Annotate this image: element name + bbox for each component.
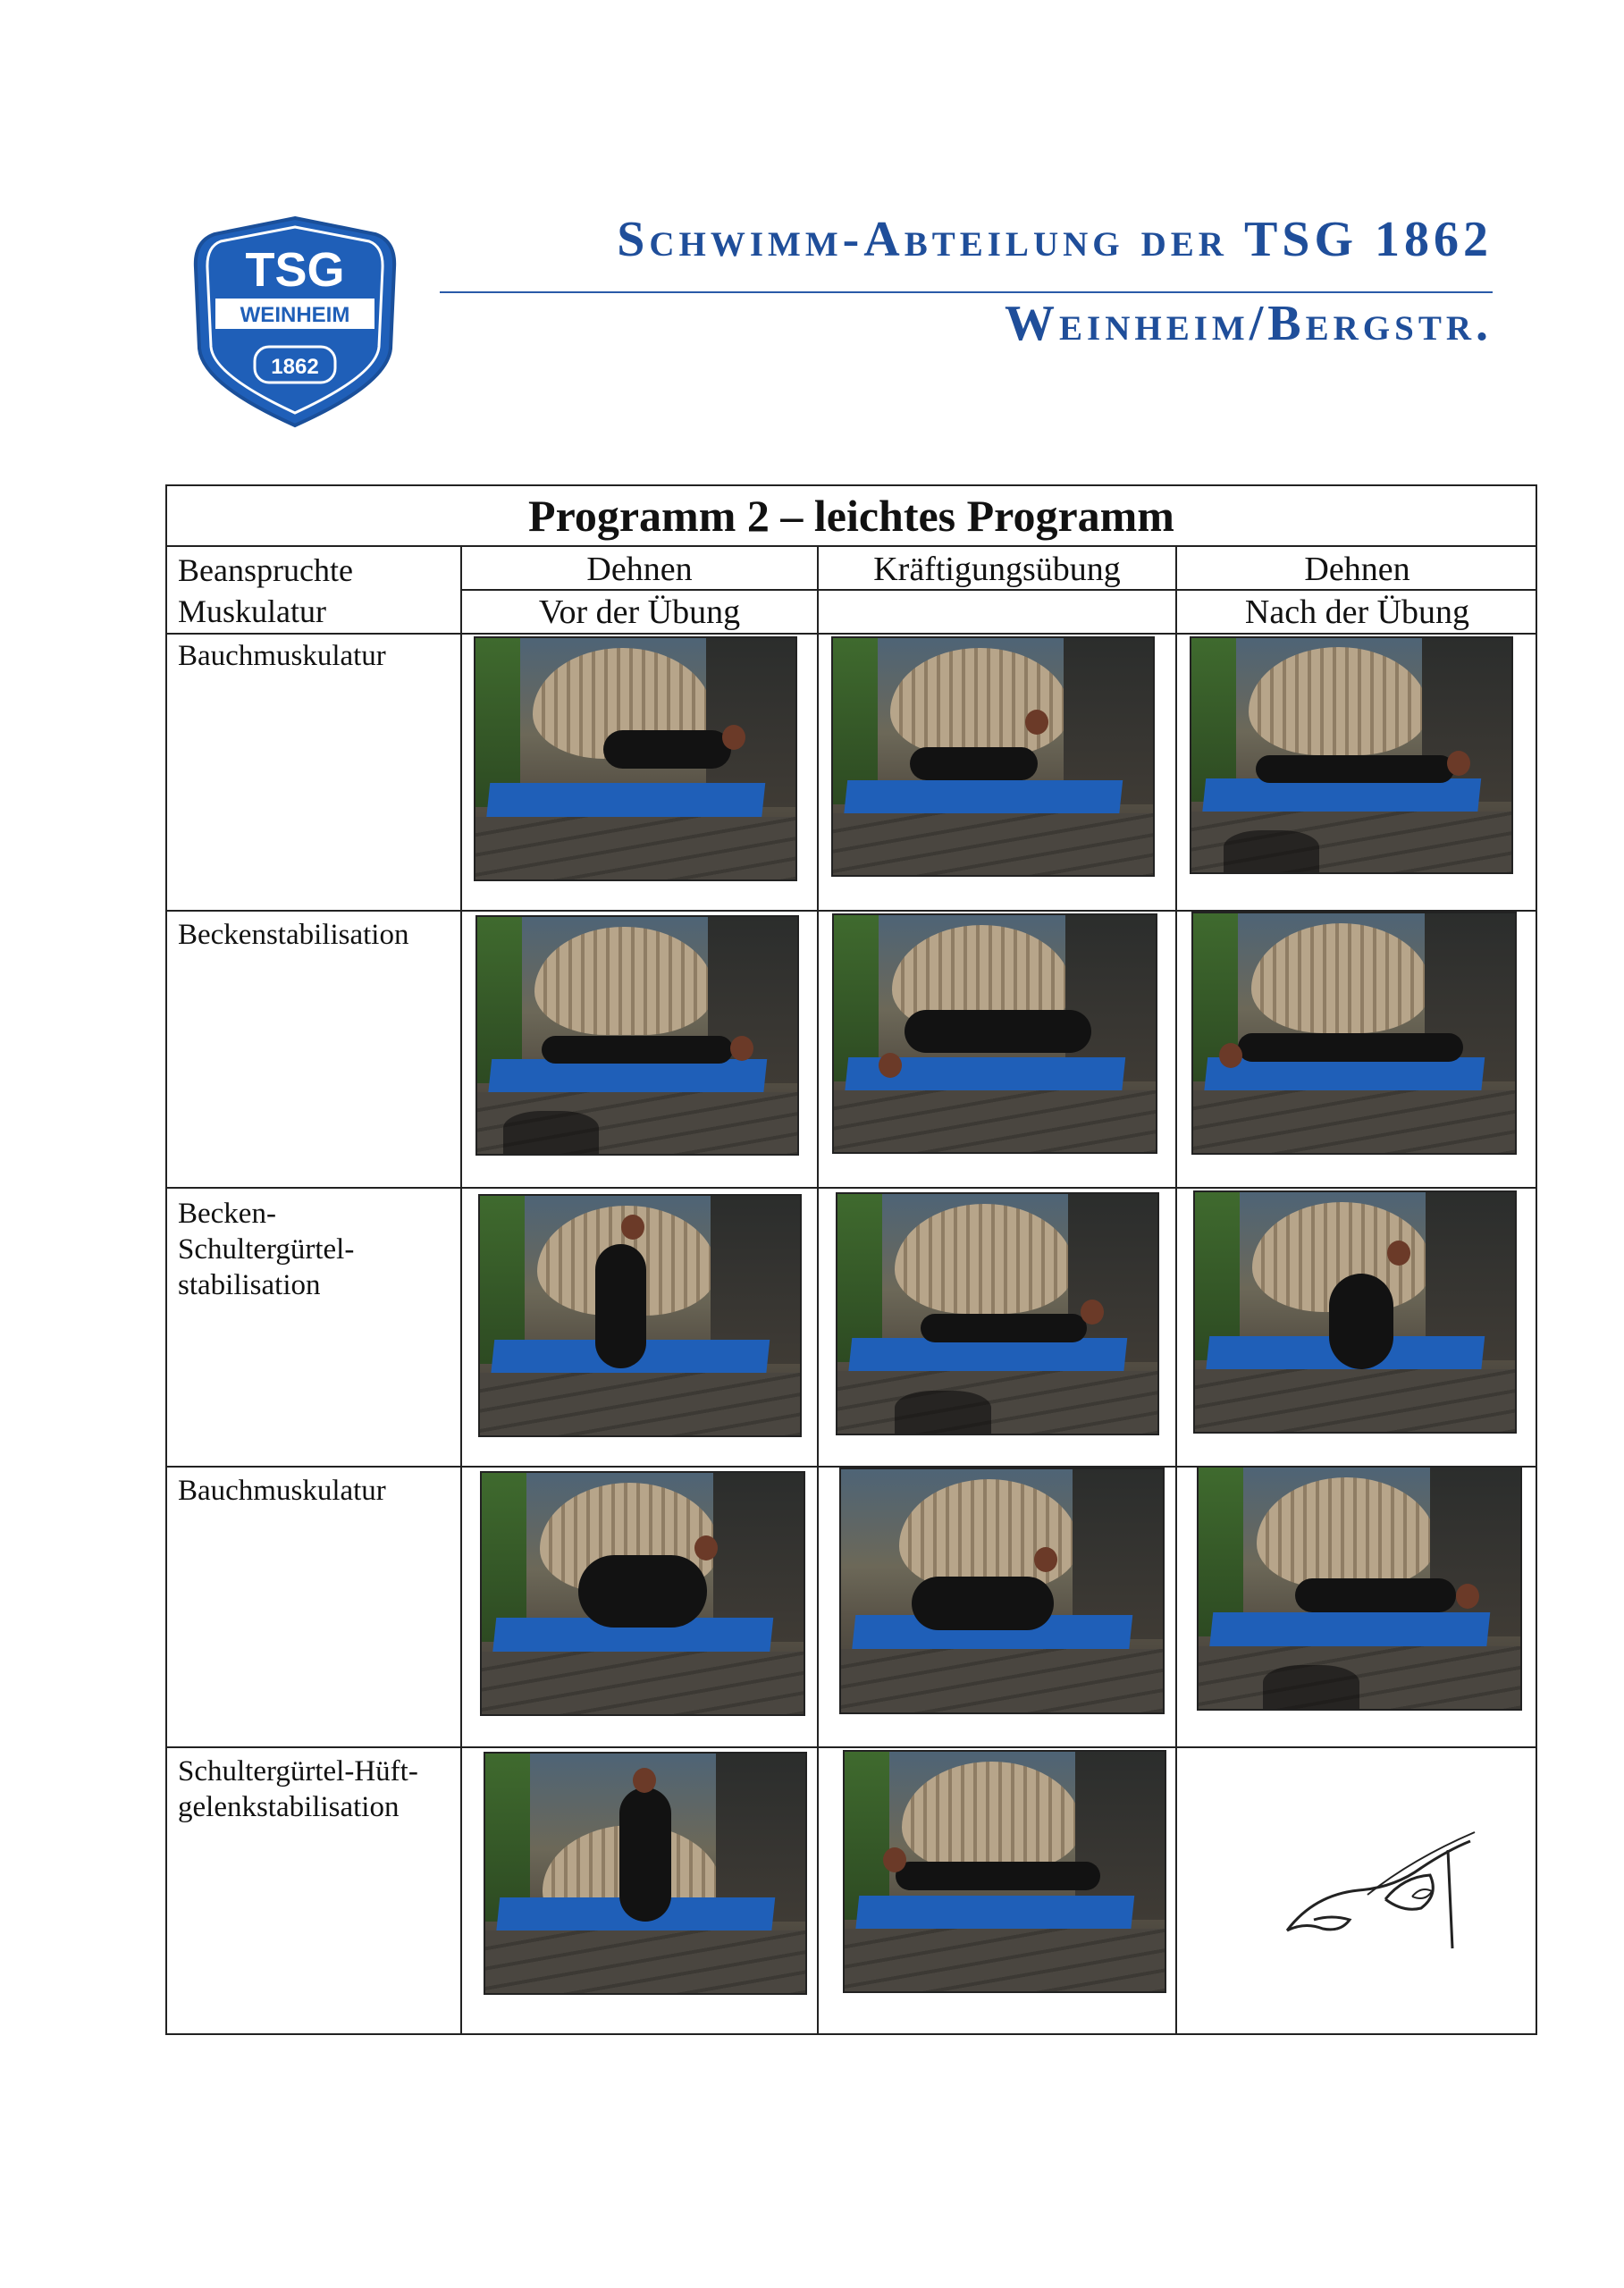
- program-title: Programm 2 – leichtes Programm: [528, 491, 1174, 541]
- exercise-photo: [1191, 912, 1517, 1155]
- exercise-photo: [474, 636, 797, 881]
- logo-text-tsg: TSG: [245, 243, 345, 297]
- organization-name: Schwimm-Abteilung der TSG 1862: [617, 212, 1493, 267]
- exercise-photo: [1193, 1190, 1517, 1434]
- header-rule: [440, 291, 1493, 293]
- exercise-photo: [478, 1194, 802, 1437]
- exercise-photo: [836, 1192, 1159, 1435]
- organization-location: Weinheim/Bergstr.: [1005, 296, 1493, 351]
- table-rule: [165, 1187, 1537, 1189]
- table-rule: [165, 633, 1537, 635]
- column-header-muscles-line2: Muskulatur: [178, 593, 326, 629]
- logo-text-year: 1862: [271, 355, 319, 379]
- exercise-table: [165, 484, 1537, 2035]
- exercise-photo: [843, 1750, 1166, 1993]
- exercise-photo: [484, 1752, 807, 1995]
- table-rule: [817, 545, 819, 2035]
- exercise-photo: [832, 913, 1157, 1154]
- table-rule: [165, 545, 1537, 547]
- row-label: Bauchmuskulatur: [178, 1475, 386, 1507]
- column-header-muscles: Beanspruchte: [178, 552, 353, 588]
- exercise-photo: [831, 636, 1155, 877]
- column-header-stretch-before: Dehnen: [586, 551, 693, 588]
- exercise-photo: [480, 1471, 805, 1716]
- signature: [1278, 1814, 1484, 1957]
- table-rule: [1175, 545, 1177, 2035]
- column-header-stretch-after: Dehnen: [1304, 551, 1410, 588]
- exercise-photo: [475, 915, 799, 1156]
- column-header-strength: Kräftigungsübung: [873, 551, 1121, 588]
- tsg-weinheim-logo: [192, 214, 398, 429]
- logo-text-weinheim: WEINHEIM: [240, 303, 350, 327]
- exercise-photo: [1197, 1466, 1522, 1711]
- exercise-photo: [1190, 636, 1513, 874]
- row-label: Becken- Schultergürtel- stabilisation: [178, 1198, 355, 1301]
- row-label: Bauchmuskulatur: [178, 640, 386, 672]
- column-header-stretch-before-sub: Vor der Übung: [538, 593, 741, 631]
- row-label: Beckenstabilisation: [178, 919, 409, 951]
- column-header-stretch-after-sub: Nach der Übung: [1244, 593, 1470, 631]
- table-rule: [460, 545, 462, 2035]
- table-rule: [165, 1746, 1537, 1748]
- table-rule: [460, 589, 1537, 591]
- exercise-photo: [839, 1468, 1165, 1714]
- row-label: Schultergürtel-Hüft- gelenkstabilisation: [178, 1755, 418, 1823]
